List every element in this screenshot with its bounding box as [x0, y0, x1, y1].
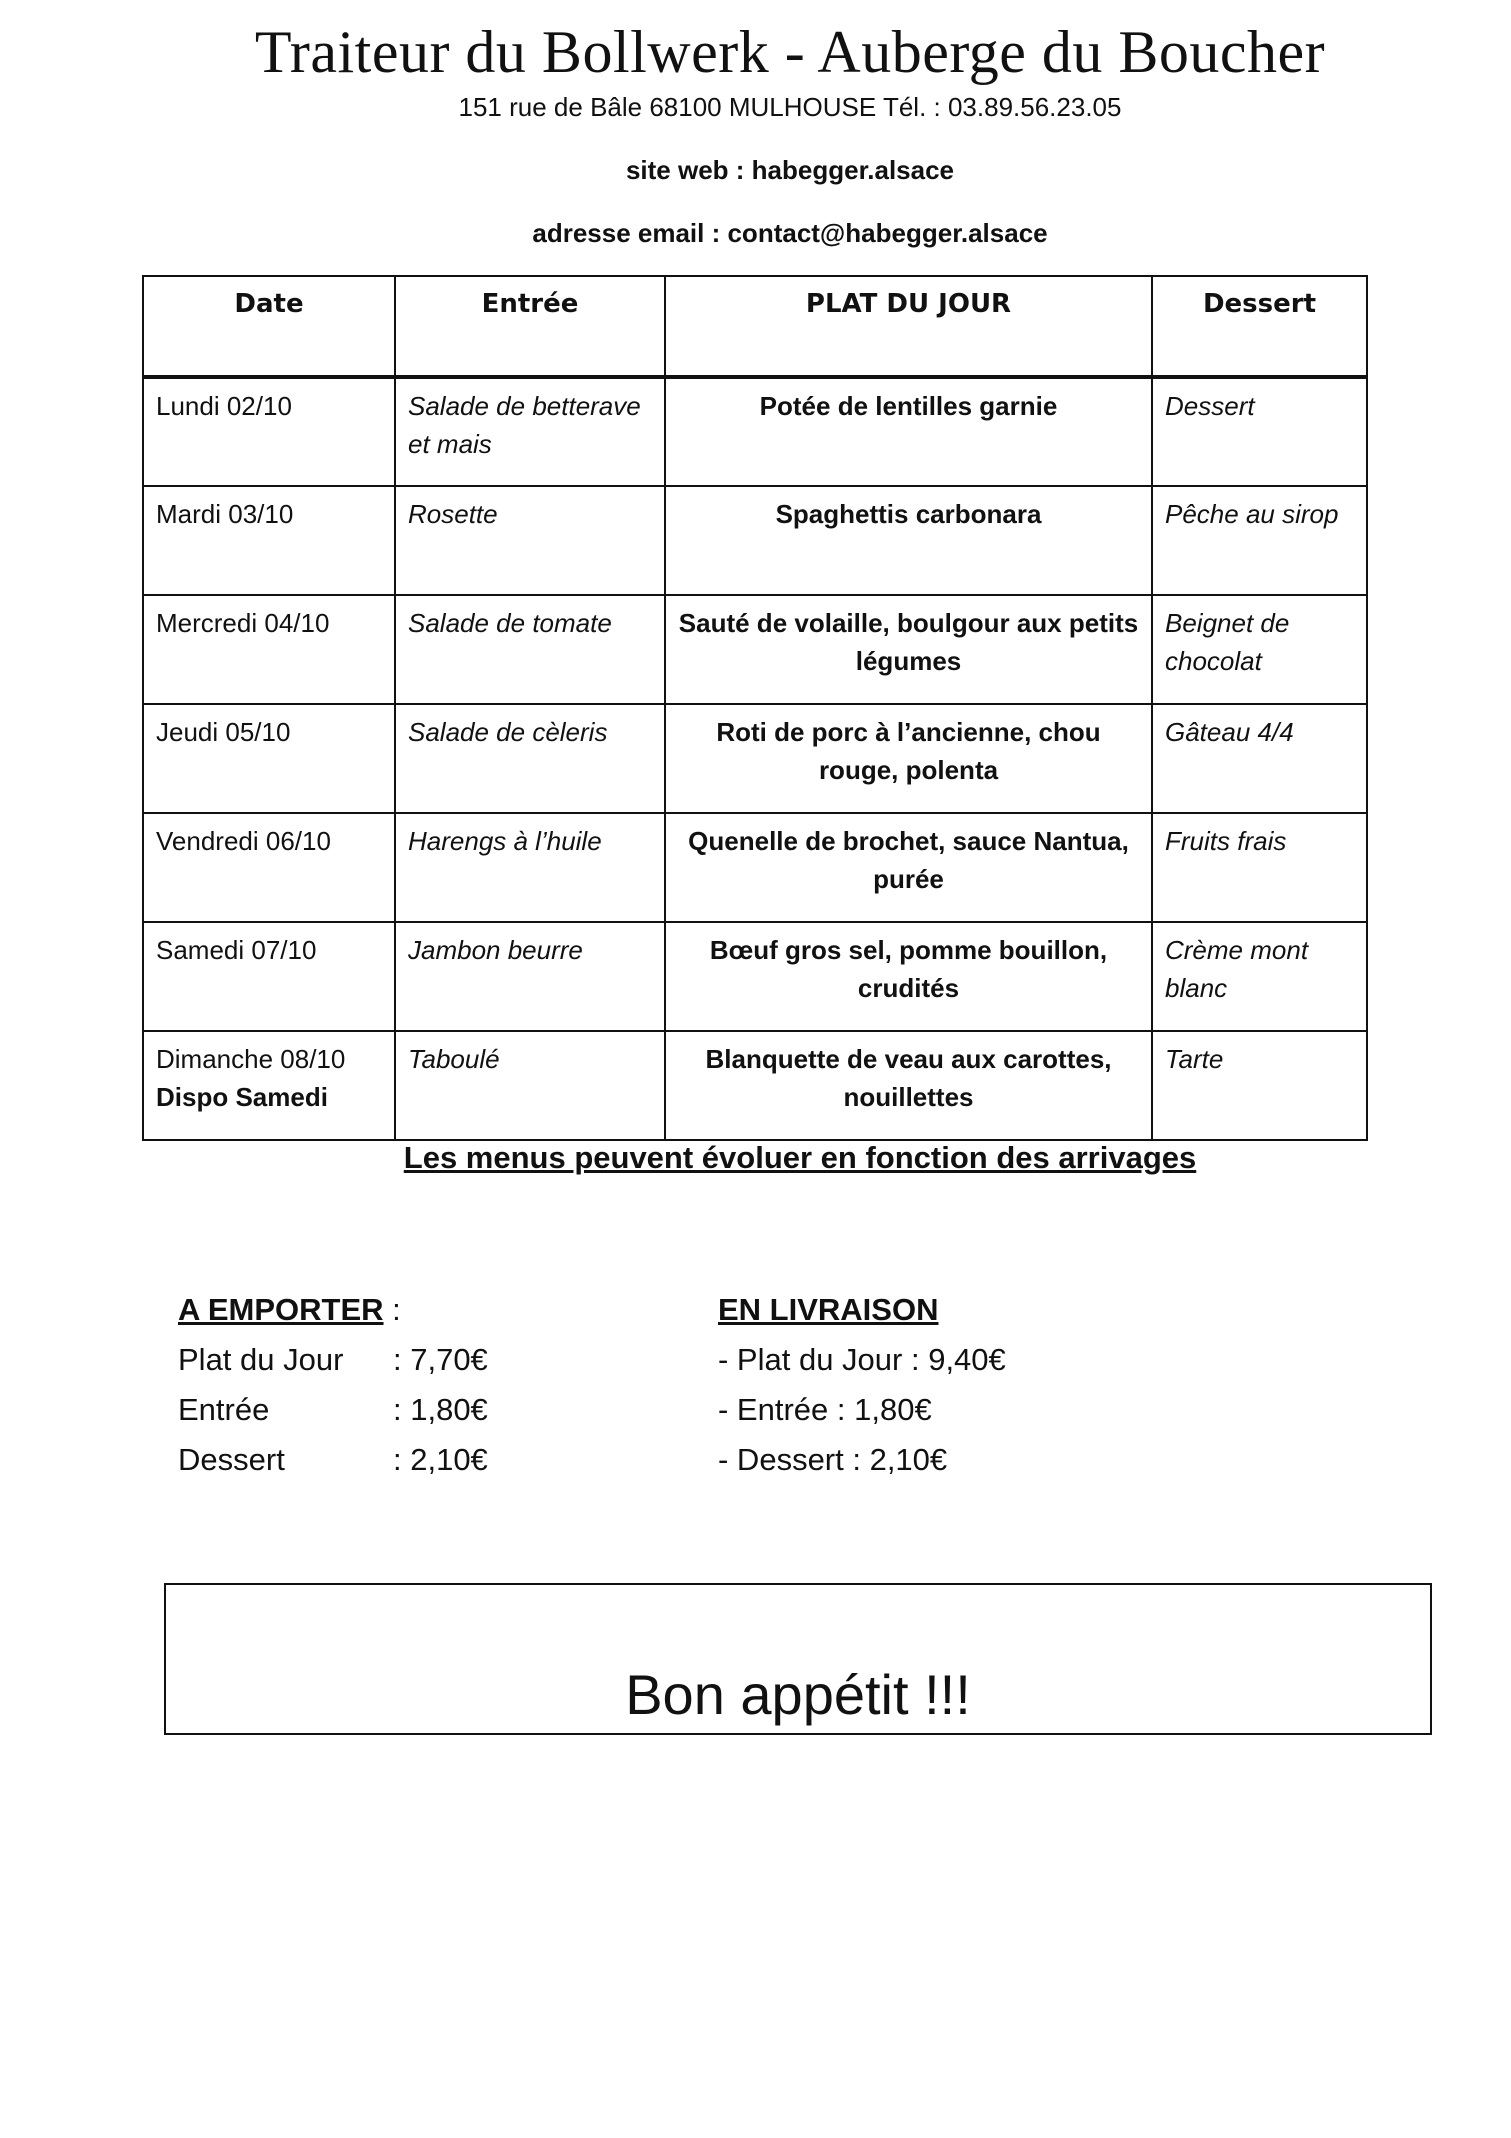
price-value: : 7,70€	[393, 1342, 488, 1377]
table-header-row	[143, 276, 1367, 377]
delivery-prices	[718, 1285, 1006, 1485]
weekly-menu-table	[142, 275, 1368, 1141]
table-row	[143, 1031, 1367, 1140]
price-label: Plat du Jour	[178, 1342, 344, 1377]
row-entree: Salade de cèleris	[395, 704, 665, 813]
row-entree: Salade de tomate	[395, 595, 665, 704]
row-plat: Roti de porc à l’ancienne, chou rouge, polenta	[665, 704, 1152, 813]
row-plat: Spaghettis carbonara	[665, 486, 1152, 595]
takeaway-prices	[178, 1285, 488, 1485]
row-dessert: Gâteau 4/4	[1152, 704, 1367, 813]
row-plat: Blanquette de veau aux carottes, nouillettes	[665, 1031, 1152, 1140]
row-date: Dimanche 08/10	[156, 1044, 346, 1074]
price-row	[178, 1435, 488, 1485]
row-dessert: Beignet de chocolat	[1152, 595, 1367, 704]
row-date: Jeudi 05/10	[143, 704, 395, 813]
closing-message: Bon appétit !!!	[625, 1663, 971, 1726]
availability-note: Dispo Samedi	[156, 1082, 328, 1112]
takeaway-heading: A EMPORTER	[178, 1292, 384, 1327]
price-value: : 2,10€	[393, 1442, 488, 1477]
row-dessert: Pêche au sirop	[1152, 486, 1367, 595]
email-line: adresse email : contact@habegger.alsace	[532, 218, 1048, 248]
row-dessert: Fruits frais	[1152, 813, 1367, 922]
row-entree: Jambon beurre	[395, 922, 665, 1031]
takeaway-heading-line	[178, 1285, 488, 1335]
row-date: Vendredi 06/10	[143, 813, 395, 922]
row-plat: Potée de lentilles garnie	[665, 377, 1152, 486]
price-row	[178, 1335, 488, 1385]
website-line: site web : habegger.alsace	[625, 155, 955, 185]
row-dessert: Dessert	[1152, 377, 1367, 486]
row-entree: Taboulé	[395, 1031, 665, 1140]
delivery-price-line: - Entrée : 1,80€	[718, 1392, 932, 1427]
delivery-price-line: - Plat du Jour : 9,40€	[718, 1342, 1006, 1377]
table-row	[143, 486, 1367, 595]
price-label: Entrée	[178, 1392, 270, 1427]
table-row	[143, 704, 1367, 813]
table-row	[143, 813, 1367, 922]
row-plat: Sauté de volaille, boulgour aux petits légumes	[665, 595, 1152, 704]
address-line: 151 rue de Bâle 68100 MULHOUSE Tél. : 03.89.56.23.05	[458, 92, 1122, 122]
delivery-price-line: - Dessert : 2,10€	[718, 1442, 948, 1477]
header-date: Date	[143, 276, 395, 377]
price-row	[178, 1385, 488, 1435]
header-dessert: Dessert	[1152, 276, 1367, 377]
row-date: Mercredi 04/10	[143, 595, 395, 704]
menu-change-note: Les menus peuvent évoluer en fonction des arrivages	[403, 1140, 1197, 1175]
table-row	[143, 922, 1367, 1031]
row-entree: Rosette	[395, 486, 665, 595]
page-title: Traiteur du Bollwerk - Auberge du Boucher	[254, 19, 1326, 85]
header-entree: Entrée	[395, 276, 665, 377]
closing-box	[164, 1583, 1432, 1735]
row-entree: Harengs à l’huile	[395, 813, 665, 922]
row-plat: Bœuf gros sel, pomme bouillon, crudités	[665, 922, 1152, 1031]
row-plat: Quenelle de brochet, sauce Nantua, purée	[665, 813, 1152, 922]
table-row	[143, 595, 1367, 704]
table-row	[143, 377, 1367, 486]
price-label: Dessert	[178, 1442, 285, 1477]
header-plat-du-jour: PLAT DU JOUR	[665, 276, 1152, 377]
row-date-cell	[143, 1031, 395, 1140]
row-date: Samedi 07/10	[143, 922, 395, 1031]
delivery-heading: EN LIVRAISON	[718, 1292, 939, 1327]
takeaway-heading-colon: :	[383, 1292, 401, 1327]
row-dessert: Crème mont blanc	[1152, 922, 1367, 1031]
price-value: : 1,80€	[393, 1392, 488, 1427]
row-dessert: Tarte	[1152, 1031, 1367, 1140]
row-date: Mardi 03/10	[143, 486, 395, 595]
row-entree: Salade de betterave et mais	[395, 377, 665, 486]
row-date: Lundi 02/10	[143, 377, 395, 486]
